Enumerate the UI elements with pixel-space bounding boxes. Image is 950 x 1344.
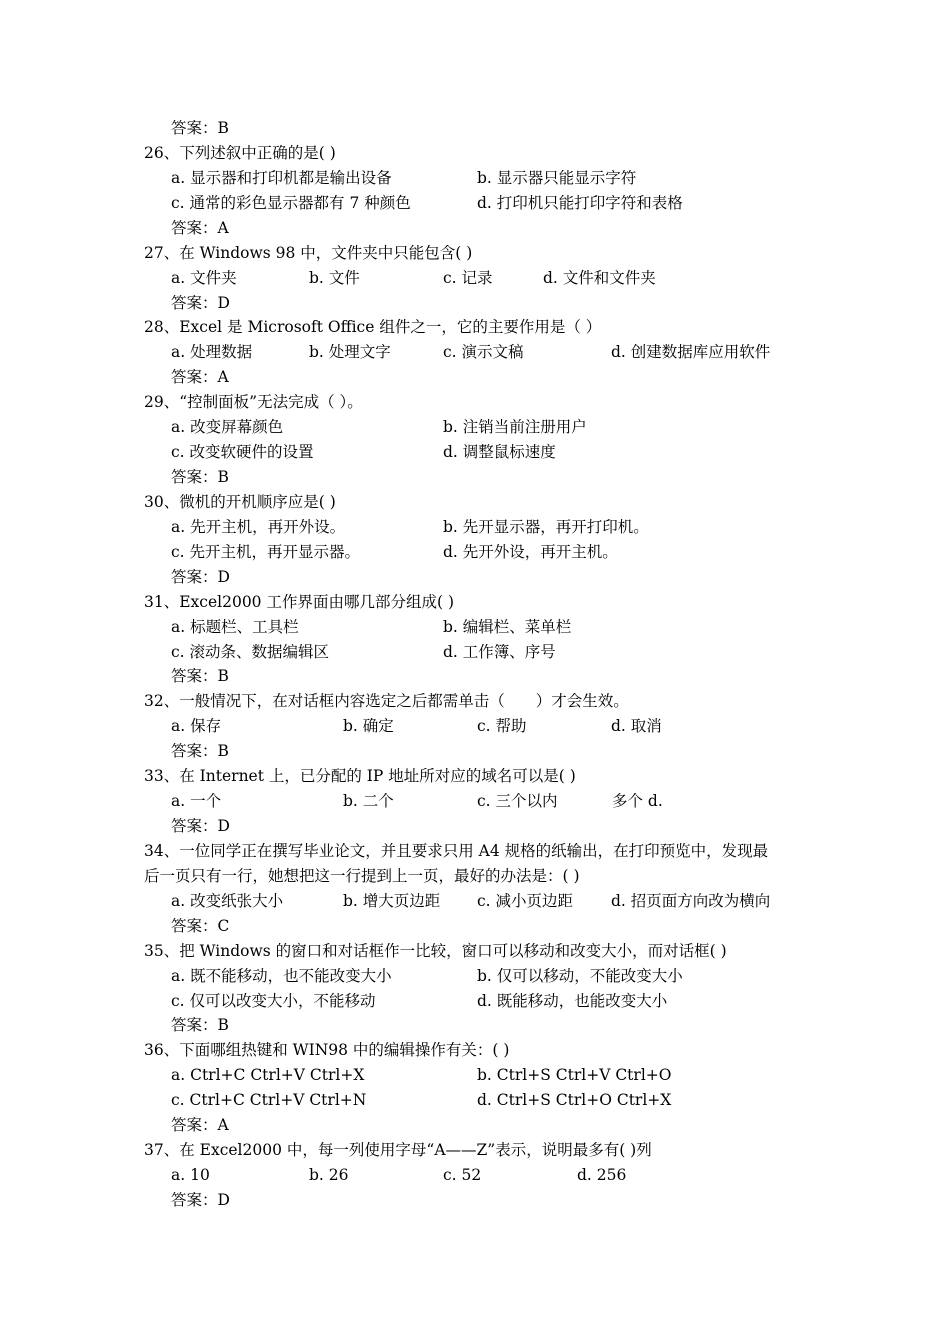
option-text: c. 记录 xyxy=(443,269,493,287)
option-text: b. Ctrl+S Ctrl+V Ctrl+O xyxy=(477,1066,672,1084)
option-text: c. 改变软硬件的设置 xyxy=(171,443,314,461)
answer-line: 答案：B xyxy=(171,667,229,685)
option-text: d. 256 xyxy=(577,1166,627,1184)
question-line: 34、一位同学正在撰写毕业论文，并且要求只用 A4 规格的纸输出，在打印预览中，发现最 xyxy=(144,842,769,860)
option-row xyxy=(0,166,950,191)
option-text: 多个 d. xyxy=(612,792,663,810)
answer-line: 答案：C xyxy=(171,917,230,935)
option-text: d. 打印机只能打印字符和表格 xyxy=(477,194,683,212)
option-text: b. 注销当前注册用户 xyxy=(443,418,587,436)
option-text: b. 编辑栏、菜单栏 xyxy=(443,618,572,636)
option-text: c. 通常的彩色显示器都有 7 种颜色 xyxy=(171,194,411,212)
option-row xyxy=(0,540,950,565)
option-row xyxy=(0,615,950,640)
option-text: d. 文件和文件夹 xyxy=(543,269,656,287)
question-line: 27、在 Windows 98 中，文件夹中只能包含( ) xyxy=(144,244,473,262)
answer-line: 答案：A xyxy=(171,1116,229,1134)
option-text: d. 调整鼠标速度 xyxy=(443,443,556,461)
option-text: c. 先开主机，再开显示器。 xyxy=(171,543,361,561)
question-line: 32、一般情况下，在对话框内容选定之后都需单击（ ）才会生效。 xyxy=(144,692,629,710)
option-text: a. 处理数据 xyxy=(171,343,253,361)
answer-line: 答案：B xyxy=(171,1016,229,1034)
answer-line: 答案：D xyxy=(171,294,230,312)
option-text: b. 确定 xyxy=(343,717,394,735)
option-text: a. 文件夹 xyxy=(171,269,237,287)
option-text: b. 处理文字 xyxy=(309,343,391,361)
question-line: 37、在 Excel2000 中，每一列使用字母“A——Z”表示，说明最多有( )列 xyxy=(144,1141,652,1159)
option-row xyxy=(0,1163,950,1188)
option-text: a. 改变纸张大小 xyxy=(171,892,284,910)
answer-line: 答案：D xyxy=(171,568,230,586)
option-row xyxy=(0,440,950,465)
option-text: c. 演示文稿 xyxy=(443,343,524,361)
option-row xyxy=(0,515,950,540)
answer-line: 答案：A xyxy=(171,368,229,386)
option-row xyxy=(0,415,950,440)
question-line: 36、下面哪组热键和 WIN98 中的编辑操作有关：( ) xyxy=(144,1041,510,1059)
option-text: c. Ctrl+C Ctrl+V Ctrl+N xyxy=(171,1091,367,1109)
option-row xyxy=(0,340,950,365)
option-text: a. Ctrl+C Ctrl+V Ctrl+X xyxy=(171,1066,365,1084)
option-row xyxy=(0,266,950,291)
option-row xyxy=(0,1063,950,1088)
option-text: b. 显示器只能显示字符 xyxy=(477,169,637,187)
option-text: d. 先开外设，再开主机。 xyxy=(443,543,618,561)
question-continuation: 后一页只有一行，她想把这一行提到上一页，最好的办法是：( ) xyxy=(144,867,580,885)
answer-line: 答案：A xyxy=(171,219,229,237)
question-line: 35、把 Windows 的窗口和对话框作一比较，窗口可以移动和改变大小，而对话框( ) xyxy=(144,942,727,960)
question-line: 26、下列述叙中正确的是( ) xyxy=(144,144,336,162)
option-text: d. 工作簿、序号 xyxy=(443,643,556,661)
option-text: b. 增大页边距 xyxy=(343,892,441,910)
option-text: c. 三个以内 xyxy=(477,792,558,810)
option-text: b. 26 xyxy=(309,1166,349,1184)
answer-line: 答案：D xyxy=(171,817,230,835)
option-text: a. 10 xyxy=(171,1166,210,1184)
question-line: 33、在 Internet 上，已分配的 IP 地址所对应的域名可以是( ) xyxy=(144,767,576,785)
option-row xyxy=(0,989,950,1014)
answer-line: 答案：B xyxy=(171,119,229,137)
option-text: b. 二个 xyxy=(343,792,394,810)
option-text: a. 标题栏、工具栏 xyxy=(171,618,299,636)
option-row xyxy=(0,964,950,989)
question-line: 29、“控制面板”无法完成（ ）。 xyxy=(144,393,363,411)
option-text: b. 仅可以移动，不能改变大小 xyxy=(477,967,683,985)
option-row xyxy=(0,889,950,914)
option-text: d. 创建数据库应用软件 xyxy=(611,343,771,361)
option-text: d. Ctrl+S Ctrl+O Ctrl+X xyxy=(477,1091,672,1109)
option-text: c. 仅可以改变大小，不能移动 xyxy=(171,992,376,1010)
option-text: d. 既能移动，也能改变大小 xyxy=(477,992,668,1010)
option-row xyxy=(0,1088,950,1113)
question-line: 28、Excel 是 Microsoft Office 组件之一，它的主要作用是（ ） xyxy=(144,318,602,336)
option-text: a. 一个 xyxy=(171,792,222,810)
option-text: b. 文件 xyxy=(309,269,360,287)
option-text: d. 招页面方向改为横向 xyxy=(611,892,771,910)
option-text: c. 52 xyxy=(443,1166,482,1184)
option-text: a. 先开主机，再开外设。 xyxy=(171,518,346,536)
option-text: c. 滚动条、数据编辑区 xyxy=(171,643,330,661)
answer-line: 答案：D xyxy=(171,1191,230,1209)
option-text: b. 先开显示器，再开打印机。 xyxy=(443,518,649,536)
option-text: a. 改变屏幕颜色 xyxy=(171,418,284,436)
option-text: c. 减小页边距 xyxy=(477,892,574,910)
option-row xyxy=(0,789,950,814)
option-text: a. 显示器和打印机都是输出设备 xyxy=(171,169,392,187)
question-line: 31、Excel2000 工作界面由哪几部分组成( ) xyxy=(144,593,454,611)
question-line: 30、微机的开机顺序应是( ) xyxy=(144,493,336,511)
option-text: a. 既不能移动，也不能改变大小 xyxy=(171,967,392,985)
option-row xyxy=(0,191,950,216)
option-text: c. 帮助 xyxy=(477,717,527,735)
answer-line: 答案：B xyxy=(171,742,229,760)
option-row xyxy=(0,714,950,739)
option-text: d. 取消 xyxy=(611,717,662,735)
option-row xyxy=(0,640,950,665)
option-text: a. 保存 xyxy=(171,717,222,735)
answer-line: 答案：B xyxy=(171,468,229,486)
